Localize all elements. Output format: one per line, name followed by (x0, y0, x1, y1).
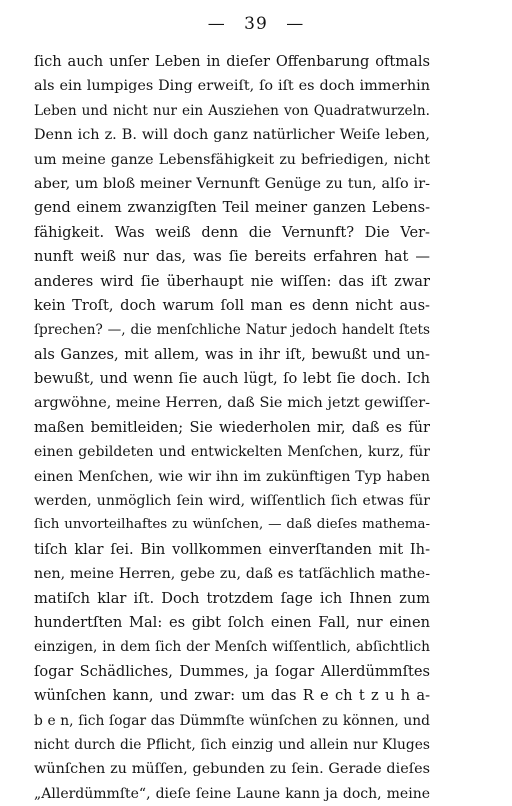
text-line: ſich auch unſer Leben in dieſer Offenbarung oftmals (34, 53, 430, 70)
text-line: maßen bemitleiden; Sie wiederholen mir, daß es für (34, 418, 430, 436)
text-line: um meine ganze Lebensfähigkeit zu befriedigen, nicht (34, 151, 430, 168)
body-text (34, 50, 430, 806)
text-line: wünſchen zu müſſen, gebunden zu ſein. Gerade dieſes (34, 761, 430, 778)
page-number-dash-right: — (286, 14, 305, 34)
text-line: als ein lumpiges Ding erweiſt, ſo iſt es doch immerhin (34, 78, 430, 95)
text-line: werden, unmöglich ſein wird, wiſſentlich ſich etwas für (34, 493, 430, 510)
text-line: einen Menſchen, wie wir ihn im zukünftigen Typ haben (34, 468, 430, 485)
text-line: hundertſten Mal: es gibt ſolch einen Fall, nur einen (34, 613, 430, 631)
text-line: einzigen, in dem ſich der Menſch wiſſentlich, abſichtlich (34, 639, 430, 656)
text-line: nen, meine Herren, gebe zu, daß es tatſächlich mathe- (34, 566, 430, 583)
text-line: bewußt, und wenn ſie auch lügt, ſo lebt ſie doch. Ich (34, 370, 430, 388)
text-line: Denn ich z. B. will doch ganz natürlicher Weiſe leben, (34, 127, 430, 144)
text-line: b e n, ſich ſogar das Dümmſte wünſchen zu können, und (34, 712, 430, 729)
text-line: wünſchen kann, und zwar: um das R e ch t z u h a- (34, 687, 430, 705)
text-line: ſprechen? —, die menſchliche Natur jedoch handelt ſtets (34, 322, 430, 339)
text-line: aber, um bloß meiner Vernunft Genüge zu tun, alſo ir- (34, 175, 430, 192)
text-line: fähigkeit. Was weiß denn die Vernunft? Die Ver- (34, 223, 430, 241)
text-line: nicht durch die Pflicht, ſich einzig und allein nur Kluges (34, 736, 430, 753)
text-line: gend einem zwanzigſten Teil meiner ganzen Lebens- (34, 199, 430, 217)
text-line: argwöhne, meine Herren, daß Sie mich jetzt gewiſſer- (34, 395, 430, 412)
page-number-dash-left: — (207, 14, 226, 34)
text-line: Leben und nicht nur ein Ausziehen von Quadratwurzeln. (34, 102, 430, 119)
text-line: tiſch klar ſei. Bin vollkommen einverſtanden mit Ih- (34, 540, 430, 558)
page-number-header (0, 14, 512, 34)
text-line: ſogar Schädliches, Dummes, ja ſogar Allerdümmſtes (34, 662, 430, 680)
text-line: nunft weiß nur das, was ſie bereits erfahren hat — (34, 248, 430, 266)
text-line: als Ganzes, mit allem, was in ihr iſt, bewußt und un- (34, 345, 430, 363)
page-number: 39 (244, 14, 268, 34)
text-line: einen gebildeten und entwickelten Menſchen, kurz, für (34, 444, 430, 461)
text-line: „Allerdümmſte“, dieſe ſeine Laune kann ja doch, meine (34, 785, 430, 802)
text-line: matiſch klar iſt. Doch trotzdem ſage ich Ihnen zum (34, 589, 430, 607)
text-line: kein Troſt, doch warum ſoll man es denn nicht aus- (34, 296, 430, 314)
text-line: ſich unvorteilhaftes zu wünſchen, — daß dieſes mathema- (34, 517, 430, 533)
text-line: anderes wird ſie überhaupt nie wiſſen: das iſt zwar (34, 272, 430, 290)
